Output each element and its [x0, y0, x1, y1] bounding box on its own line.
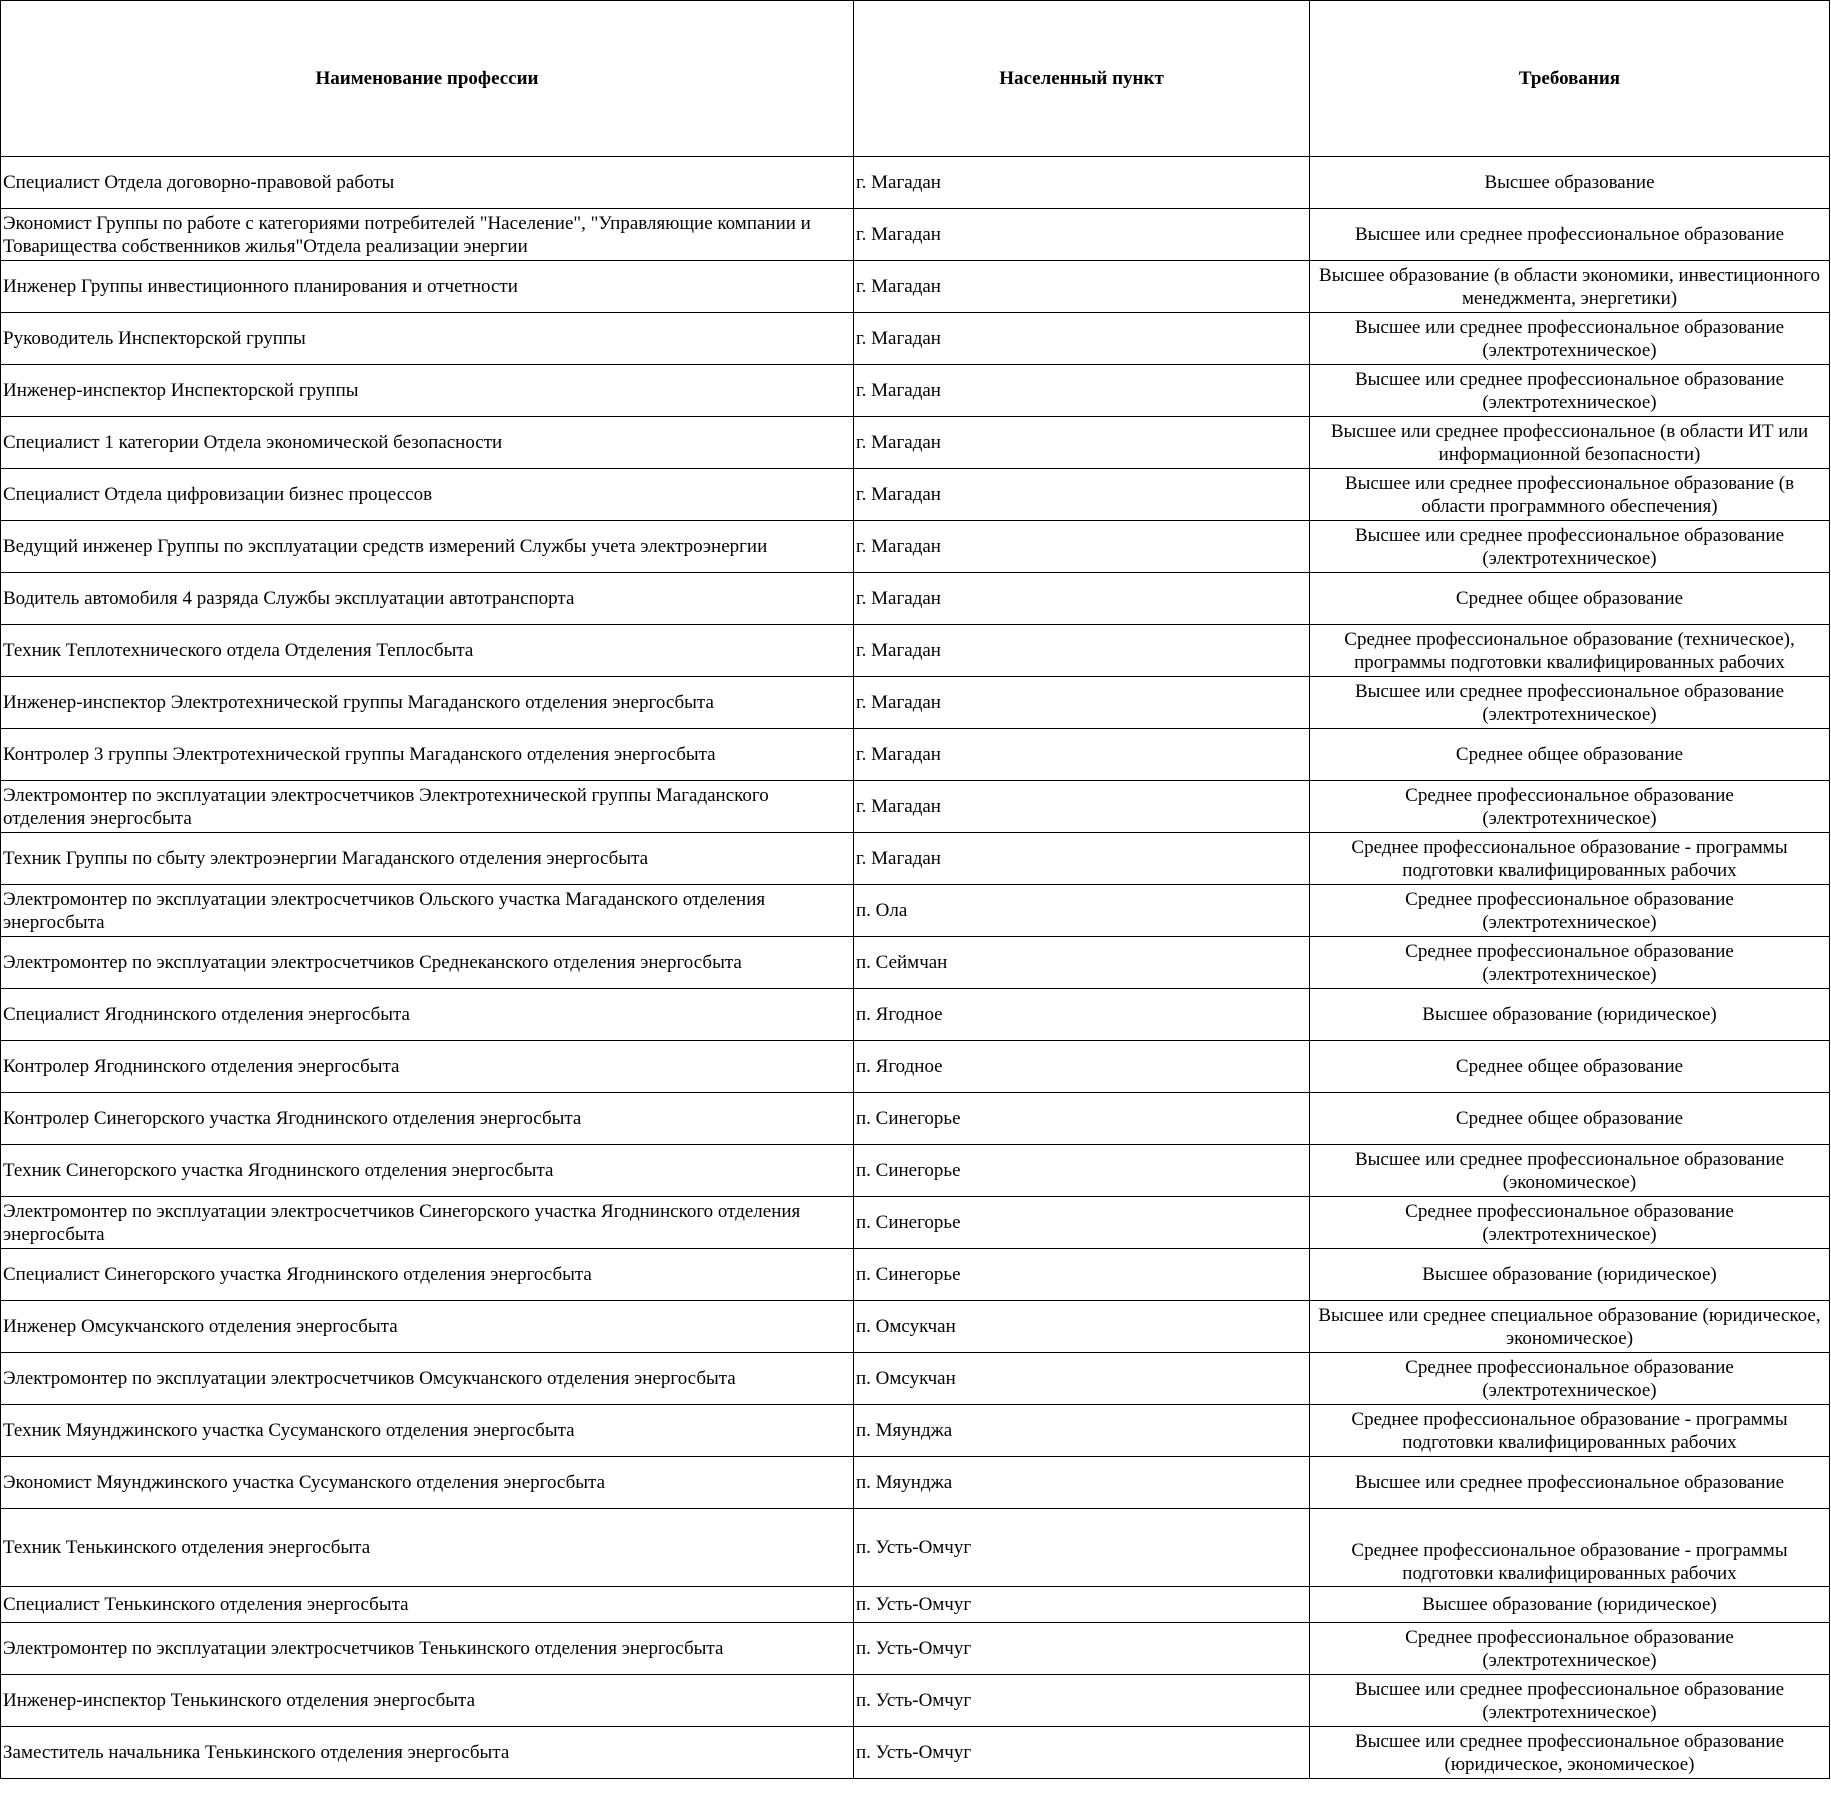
- table-row: [1, 989, 1830, 1041]
- requirements-cell: Среднее профессиональное образование - программы подготовки квалифицированных рабочих: [1310, 1509, 1830, 1587]
- profession-cell: Контролер 3 группы Электротехнической группы Магаданского отделения энергосбыта: [1, 729, 854, 781]
- table-row: [1, 521, 1830, 573]
- requirements-cell: Высшее образование (в области экономики, инвестиционного менеджмента, энергетики): [1310, 261, 1830, 313]
- table-row: [1, 885, 1830, 937]
- profession-cell: Руководитель Инспекторской группы: [1, 313, 854, 365]
- profession-cell: Электромонтер по эксплуатации электросчетчиков Синегорского участка Ягоднинского отделения энергосбыта: [1, 1197, 854, 1249]
- profession-cell: Специалист Синегорского участка Ягоднинского отделения энергосбыта: [1, 1249, 854, 1301]
- profession-cell: Техник Тенькинского отделения энергосбыта: [1, 1509, 854, 1587]
- table-row: [1, 1623, 1830, 1675]
- table-row: [1, 209, 1830, 261]
- location-cell: г. Магадан: [854, 157, 1310, 209]
- location-cell: п. Ягодное: [854, 989, 1310, 1041]
- location-cell: п. Ягодное: [854, 1041, 1310, 1093]
- location-cell: г. Магадан: [854, 417, 1310, 469]
- table-row: [1, 1353, 1830, 1405]
- profession-cell: Специалист Отдела цифровизации бизнес процессов: [1, 469, 854, 521]
- location-cell: г. Магадан: [854, 209, 1310, 261]
- profession-cell: Инженер-инспектор Тенькинского отделения энергосбыта: [1, 1675, 854, 1727]
- requirements-cell: Высшее образование: [1310, 157, 1830, 209]
- header-profession: Наименование профессии: [1, 1, 854, 157]
- profession-cell: Специалист Отдела договорно-правовой работы: [1, 157, 854, 209]
- table-row: [1, 417, 1830, 469]
- profession-cell: Техник Группы по сбыту электроэнергии Магаданского отделения энергосбыта: [1, 833, 854, 885]
- table-row: [1, 365, 1830, 417]
- profession-cell: Электромонтер по эксплуатации электросчетчиков Электротехнической группы Магаданского отделения энергосбыта: [1, 781, 854, 833]
- requirements-cell: Среднее профессиональное образование (электротехническое): [1310, 781, 1830, 833]
- requirements-cell: Среднее профессиональное образование (электротехническое): [1310, 1353, 1830, 1405]
- header-requirements: Требования: [1310, 1, 1830, 157]
- profession-cell: Специалист Тенькинского отделения энергосбыта: [1, 1587, 854, 1623]
- table-row: [1, 1249, 1830, 1301]
- table-row: [1, 1093, 1830, 1145]
- location-cell: п. Мяунджа: [854, 1405, 1310, 1457]
- location-cell: п. Ола: [854, 885, 1310, 937]
- profession-cell: Экономист Мяунджинского участка Сусуманского отделения энергосбыта: [1, 1457, 854, 1509]
- location-cell: п. Усть-Омчуг: [854, 1675, 1310, 1727]
- header-location: Населенный пункт: [854, 1, 1310, 157]
- table-row: [1, 1301, 1830, 1353]
- profession-cell: Специалист Ягоднинского отделения энергосбыта: [1, 989, 854, 1041]
- requirements-cell: Среднее профессиональное образование - программы подготовки квалифицированных рабочих: [1310, 833, 1830, 885]
- table-row: [1, 1145, 1830, 1197]
- location-cell: г. Магадан: [854, 521, 1310, 573]
- table-row: [1, 833, 1830, 885]
- profession-cell: Техник Теплотехнического отдела Отделения Теплосбыта: [1, 625, 854, 677]
- location-cell: г. Магадан: [854, 625, 1310, 677]
- table-row: [1, 1457, 1830, 1509]
- requirements-cell: Высшее или среднее специальное образование (юридическое, экономическое): [1310, 1301, 1830, 1353]
- location-cell: п. Сеймчан: [854, 937, 1310, 989]
- profession-cell: Контролер Ягоднинского отделения энергосбыта: [1, 1041, 854, 1093]
- profession-cell: Инженер Омсукчанского отделения энергосбыта: [1, 1301, 854, 1353]
- location-cell: г. Магадан: [854, 261, 1310, 313]
- requirements-cell: Высшее или среднее профессиональное образование (экономическое): [1310, 1145, 1830, 1197]
- location-cell: п. Синегорье: [854, 1197, 1310, 1249]
- requirements-cell: Среднее профессиональное образование (электротехническое): [1310, 885, 1830, 937]
- location-cell: г. Магадан: [854, 573, 1310, 625]
- profession-cell: Контролер Синегорского участка Ягоднинского отделения энергосбыта: [1, 1093, 854, 1145]
- table-row: [1, 157, 1830, 209]
- requirements-cell: Высшее или среднее профессиональное образование (электротехническое): [1310, 313, 1830, 365]
- profession-cell: Инженер Группы инвестиционного планирования и отчетности: [1, 261, 854, 313]
- requirements-cell: Среднее профессиональное образование - программы подготовки квалифицированных рабочих: [1310, 1405, 1830, 1457]
- profession-cell: Заместитель начальника Тенькинского отделения энергосбыта: [1, 1727, 854, 1779]
- requirements-cell: Высшее или среднее профессиональное образование (электротехническое): [1310, 521, 1830, 573]
- profession-cell: Ведущий инженер Группы по эксплуатации средств измерений Службы учета электроэнергии: [1, 521, 854, 573]
- profession-cell: Водитель автомобиля 4 разряда Службы эксплуатации автотранспорта: [1, 573, 854, 625]
- requirements-cell: Высшее или среднее профессиональное образование: [1310, 209, 1830, 261]
- table-row: [1, 625, 1830, 677]
- table-body: [1, 157, 1830, 1779]
- requirements-cell: Высшее или среднее профессиональное образование (юридическое, экономическое): [1310, 1727, 1830, 1779]
- location-cell: г. Магадан: [854, 365, 1310, 417]
- location-cell: п. Синегорье: [854, 1249, 1310, 1301]
- requirements-cell: Среднее общее образование: [1310, 729, 1830, 781]
- profession-cell: Техник Синегорского участка Ягоднинского отделения энергосбыта: [1, 1145, 854, 1197]
- location-cell: п. Усть-Омчуг: [854, 1509, 1310, 1587]
- requirements-cell: Высшее или среднее профессиональное образование (электротехническое): [1310, 677, 1830, 729]
- table-row: [1, 677, 1830, 729]
- location-cell: п. Усть-Омчуг: [854, 1587, 1310, 1623]
- table-row: [1, 313, 1830, 365]
- profession-cell: Электромонтер по эксплуатации электросчетчиков Ольского участка Магаданского отделения энергосбыта: [1, 885, 854, 937]
- requirements-cell: Среднее профессиональное образование (электротехническое): [1310, 1197, 1830, 1249]
- table-row: [1, 1041, 1830, 1093]
- table-row: [1, 1405, 1830, 1457]
- requirements-cell: Среднее профессиональное образование (электротехническое): [1310, 937, 1830, 989]
- requirements-cell: Высшее или среднее профессиональное образование: [1310, 1457, 1830, 1509]
- table-row: [1, 729, 1830, 781]
- requirements-cell: Высшее или среднее профессиональное образование (в области программного обеспечения): [1310, 469, 1830, 521]
- table-row: [1, 573, 1830, 625]
- requirements-cell: Среднее общее образование: [1310, 1093, 1830, 1145]
- location-cell: п. Синегорье: [854, 1145, 1310, 1197]
- requirements-cell: Среднее общее образование: [1310, 1041, 1830, 1093]
- location-cell: п. Усть-Омчуг: [854, 1623, 1310, 1675]
- requirements-cell: Высшее или среднее профессиональное образование (электротехническое): [1310, 1675, 1830, 1727]
- profession-cell: Специалист 1 категории Отдела экономической безопасности: [1, 417, 854, 469]
- table-row: [1, 1197, 1830, 1249]
- requirements-cell: Среднее профессиональное образование (электротехническое): [1310, 1623, 1830, 1675]
- table-row: [1, 1587, 1830, 1623]
- profession-cell: Электромонтер по эксплуатации электросчетчиков Среднеканского отделения энергосбыта: [1, 937, 854, 989]
- location-cell: г. Магадан: [854, 729, 1310, 781]
- location-cell: г. Магадан: [854, 313, 1310, 365]
- table-row: [1, 1727, 1830, 1779]
- location-cell: г. Магадан: [854, 469, 1310, 521]
- requirements-cell: Среднее общее образование: [1310, 573, 1830, 625]
- profession-cell: Электромонтер по эксплуатации электросчетчиков Омсукчанского отделения энергосбыта: [1, 1353, 854, 1405]
- location-cell: г. Магадан: [854, 833, 1310, 885]
- location-cell: г. Магадан: [854, 781, 1310, 833]
- location-cell: п. Синегорье: [854, 1093, 1310, 1145]
- requirements-cell: Высшее образование (юридическое): [1310, 1249, 1830, 1301]
- location-cell: п. Омсукчан: [854, 1353, 1310, 1405]
- table-row: [1, 937, 1830, 989]
- location-cell: п. Омсукчан: [854, 1301, 1310, 1353]
- table-header-row: [1, 1, 1830, 157]
- requirements-cell: Высшее или среднее профессиональное (в области ИТ или информационной безопасности): [1310, 417, 1830, 469]
- table-row: [1, 1509, 1830, 1587]
- location-cell: п. Усть-Омчуг: [854, 1727, 1310, 1779]
- requirements-cell: Высшее образование (юридическое): [1310, 989, 1830, 1041]
- table-row: [1, 781, 1830, 833]
- profession-cell: Техник Мяунджинского участка Сусуманского отделения энергосбыта: [1, 1405, 854, 1457]
- requirements-cell: Среднее профессиональное образование (техническое), программы подготовки квалифицированных рабочих: [1310, 625, 1830, 677]
- profession-cell: Экономист Группы по работе с категориями потребителей "Население", "Управляющие компании и Товарищества собственников жилья"Отдела реализации энергии: [1, 209, 854, 261]
- profession-cell: Инженер-инспектор Электротехнической группы Магаданского отделения энергосбыта: [1, 677, 854, 729]
- location-cell: п. Мяунджа: [854, 1457, 1310, 1509]
- table-row: [1, 1675, 1830, 1727]
- profession-cell: Электромонтер по эксплуатации электросчетчиков Тенькинского отделения энергосбыта: [1, 1623, 854, 1675]
- profession-cell: Инженер-инспектор Инспекторской группы: [1, 365, 854, 417]
- table-row: [1, 261, 1830, 313]
- table-row: [1, 469, 1830, 521]
- requirements-cell: Высшее или среднее профессиональное образование (электротехническое): [1310, 365, 1830, 417]
- requirements-cell: Высшее образование (юридическое): [1310, 1587, 1830, 1623]
- location-cell: г. Магадан: [854, 677, 1310, 729]
